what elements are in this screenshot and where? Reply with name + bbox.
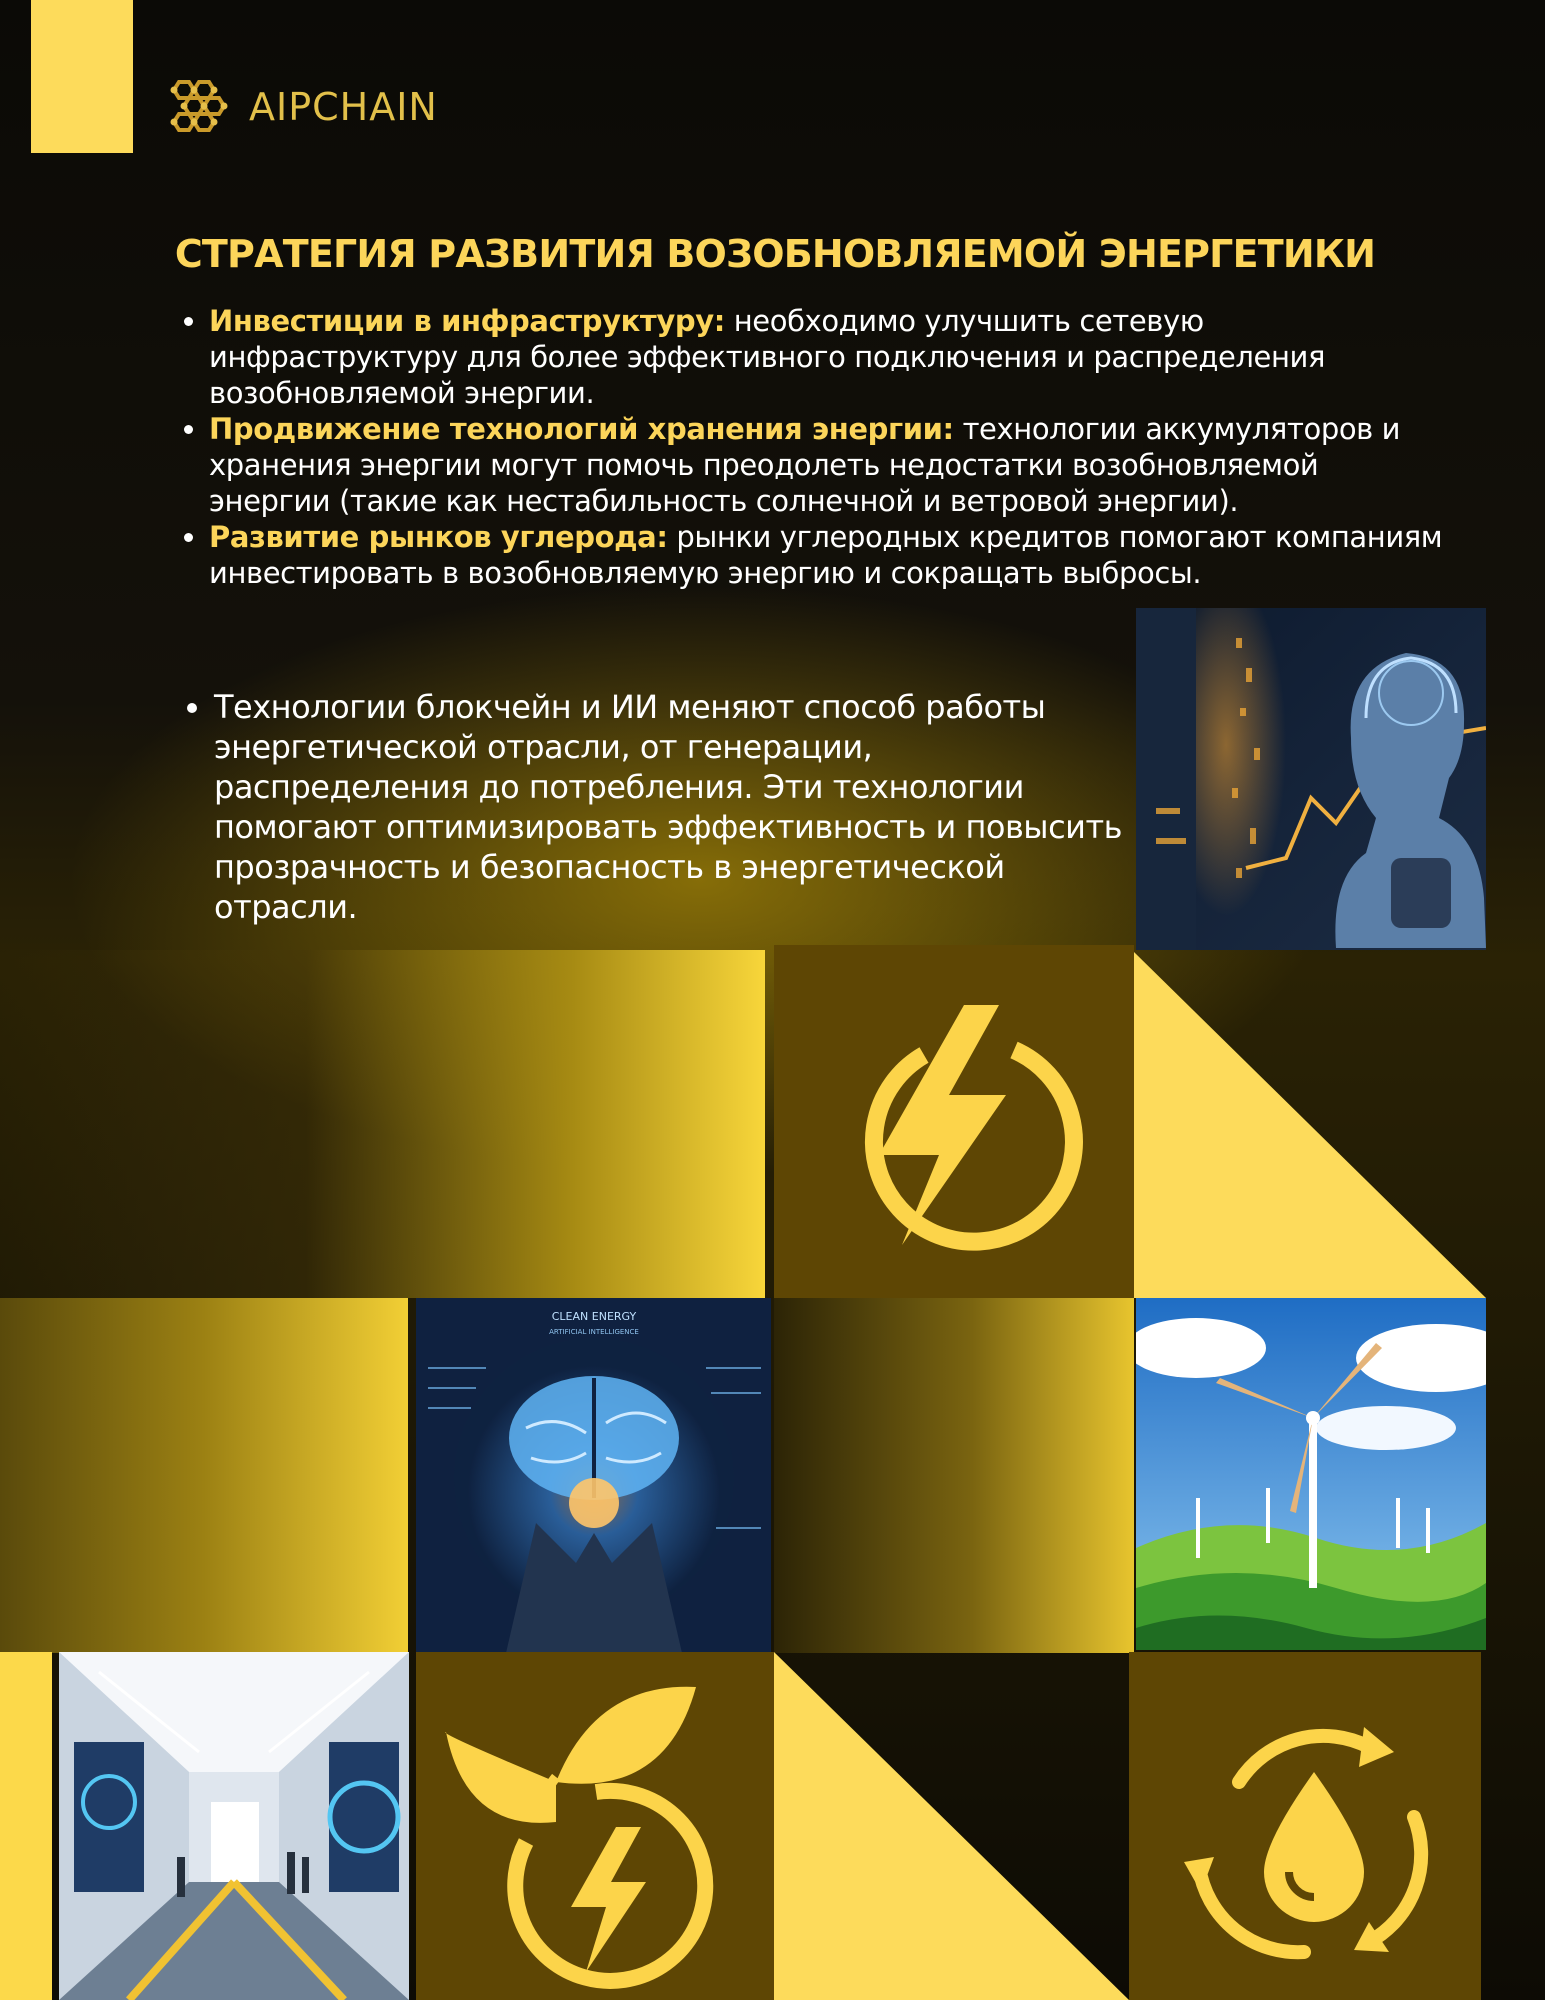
yellow-triangle [1134, 952, 1486, 1298]
recycle-tile [1129, 1652, 1481, 2000]
logo-hex-icon [165, 76, 241, 138]
paragraph-text: • Технологии блокчейн и ИИ меняют способ работы энергетической отрасли, от генерации, распределения до потребления. Эти технологии помогают оптимизировать эффективность и повысить прозрачность и безопасность в энергетической отрасли. [214, 687, 1124, 927]
yellow-strip [0, 1652, 52, 2000]
bullet-heading: Инвестиции в инфраструктуру: [209, 304, 725, 338]
brand-logo [165, 76, 438, 138]
leaf-energy-tile [416, 1652, 774, 2000]
ai-brain-image [416, 1298, 771, 1653]
bullet-text: рынки углеродных кредитов помогают компаниям инвестировать в возобновляемую энергию и сокращать выбросы. [209, 520, 1443, 590]
bullet-text: необходимо улучшить сетевую инфраструктуру для более эффективного подключения и распределения возобновляемой энергии. [209, 304, 1326, 410]
wind-turbines-image [1136, 1298, 1486, 1650]
bullet-heading: Продвижение технологий хранения энергии: [209, 412, 954, 446]
gradient-tile [0, 950, 765, 1298]
gradient-tile [0, 1298, 408, 1653]
list-item [209, 411, 1444, 519]
strategy-list [172, 303, 1444, 591]
ai-caption: ARTIFICIAL INTELLIGENCE [549, 1328, 639, 1336]
brand-name: AIPCHAIN [249, 85, 438, 129]
yellow-triangle [774, 1652, 1129, 2000]
list-item [209, 519, 1444, 591]
ai-robot-image [1136, 608, 1486, 950]
page-title: СТРАТЕГИЯ РАЗВИТИЯ ВОЗОБНОВЛЯЕМОЙ ЭНЕРГЕТИКИ [174, 232, 1376, 276]
lightning-tile [774, 945, 1134, 1298]
list-item [209, 303, 1444, 411]
data-center-image [59, 1652, 409, 2000]
clean-energy-caption: CLEAN ENERGY [551, 1310, 637, 1323]
recycle-drop-icon [1129, 1652, 1481, 2000]
lightning-circle-icon [774, 945, 1134, 1298]
leaf-lightning-icon [416, 1652, 774, 2000]
bullet-text: технологии аккумуляторов и хранения энергии могут помочь преодолеть недостатки возобновляемой энергии (такие как нестабильность солнечной и ветровой энергии). [209, 412, 1401, 518]
bullet-heading: Развитие рынков углерода: [209, 520, 668, 554]
accent-bar [31, 0, 133, 153]
gradient-tile [774, 1298, 1134, 1653]
intro-paragraph [177, 687, 1124, 927]
